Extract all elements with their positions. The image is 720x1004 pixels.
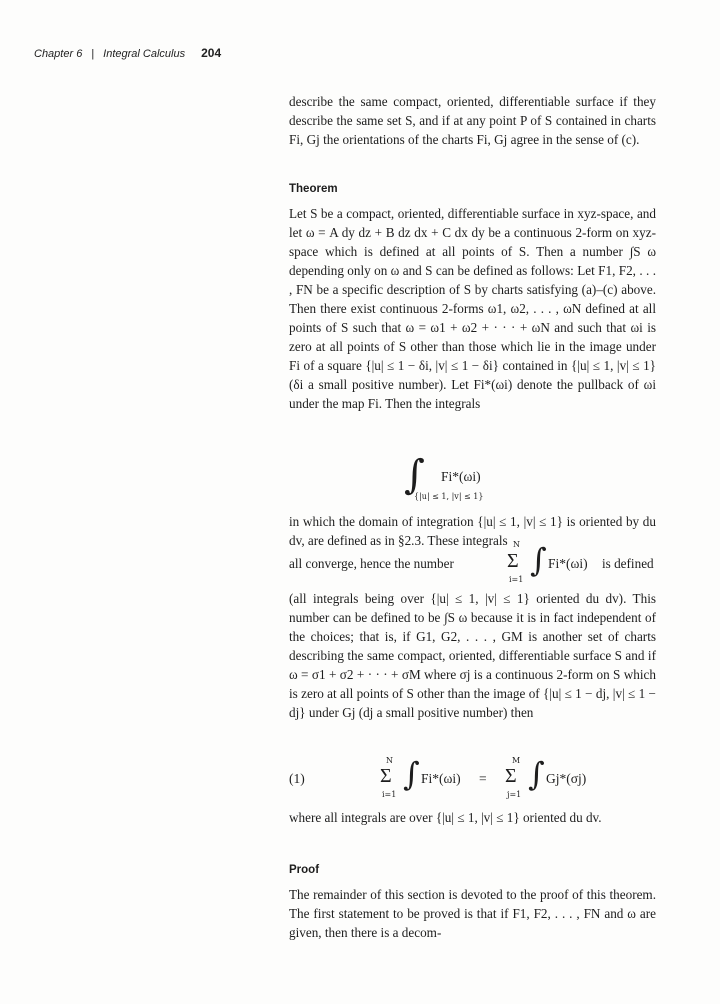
- sum-integral-sign: ∫: [530, 541, 547, 579]
- theorem-heading: Theorem: [289, 183, 338, 195]
- sum-upper-limit: N: [513, 540, 520, 549]
- integral-sign: ∫: [404, 452, 425, 498]
- proof-heading: Proof: [289, 864, 320, 876]
- equation-left-upper: N: [386, 756, 393, 765]
- equation-right-upper: M: [512, 756, 521, 765]
- equation-right-integrand: Gj*(σj): [546, 771, 587, 786]
- equation-right-lower: j=1: [507, 790, 522, 799]
- equation-label: (1): [289, 771, 305, 786]
- after-integral-paragraph: in which the domain of integration {|u| ≤ 1, |v| ≤ 1} is oriented by du dv, are defined as in §2.3. These integrals: [289, 514, 656, 548]
- sum-sign: Σ: [507, 550, 519, 572]
- chapter-title: Integral Calculus: [103, 48, 186, 60]
- equation-right-sum: Σ: [505, 765, 517, 787]
- equation-left-integral: ∫: [403, 755, 420, 793]
- after-equation-paragraph: where all integrals are over {|u| ≤ 1, |v| ≤ 1} oriented du dv.: [289, 810, 602, 825]
- equation-left-integrand: Fi*(ωi): [421, 771, 461, 786]
- sum-integrand: Fi*(ωi): [548, 556, 588, 571]
- sum-line-before: all converge, hence the number: [289, 556, 454, 571]
- after-sum-paragraph: (all integrals being over {|u| ≤ 1, |v| ≤ 1} oriented du dv). This number can be defined to be ∫S ω because it is in fact independent of the choices; that is, if G1, G2, . . . , GM is another set of charts describing the same compact, oriented, differentiable surface S and if ω = σ1 + σ2 + · · · + σM where σj is a continuous 2-form on S which is zero at all points of S other than the image of {|u| ≤ 1 − dj, |v| ≤ 1 − dj} under Gj (dj a small positive number) then: [289, 591, 656, 720]
- chapter-label: Chapter 6: [34, 48, 83, 60]
- integral-integrand: Fi*(ωi): [441, 469, 481, 484]
- equation-right-integral: ∫: [528, 755, 545, 793]
- sum-lower-limit: i=1: [509, 575, 524, 584]
- running-header: [34, 46, 221, 60]
- intro-paragraph: describe the same compact, oriented, differentiable surface if they describe the same set S, and if at any point P of S contained in charts Fi, Gj the orientations of the charts Fi, Gj agree in the sense of (c).: [289, 94, 656, 147]
- integral-domain: {|u| ≤ 1, |v| ≤ 1}: [414, 492, 484, 501]
- proof-paragraph: The remainder of this section is devoted to the proof of this theorem. The first statement to be proved is that if F1, F2, . . . , FN and ω are given, then there is a decom-: [289, 887, 656, 940]
- equation-left-sum: Σ: [380, 765, 392, 787]
- header-separator: |: [91, 48, 95, 60]
- equation-equals: =: [479, 771, 487, 786]
- page-number: 204: [201, 46, 222, 60]
- theorem-paragraph: Let S be a compact, oriented, differentiable surface in xyz-space, and let ω = A dy dz + B dz dx + C dx dy be a continuous 2-form on xyz-space which is defined at all points of S. Then a number ∫S ω depending only on ω and S can be defined as follows: Let F1, F2, . . . , FN be a specific description of S by charts satisfying (a)–(c) above. Then there exist continuous 2-forms ω1, ω2, . . . , ωN defined at all points of S such that ω = ω1 + ω2 + · · · + ωN and such that ωi is zero at all points of S other than those which lie in the image under Fi of a square {|u| ≤ 1 − δi, |v| ≤ 1 − δi} contained in {|u| ≤ 1, |v| ≤ 1} (δi a small positive number). Let Fi*(ωi) denote the pullback of ωi under the map Fi. Then the integrals: [289, 206, 656, 411]
- sum-line-after: is defined: [602, 556, 654, 571]
- equation-left-lower: i=1: [382, 790, 397, 799]
